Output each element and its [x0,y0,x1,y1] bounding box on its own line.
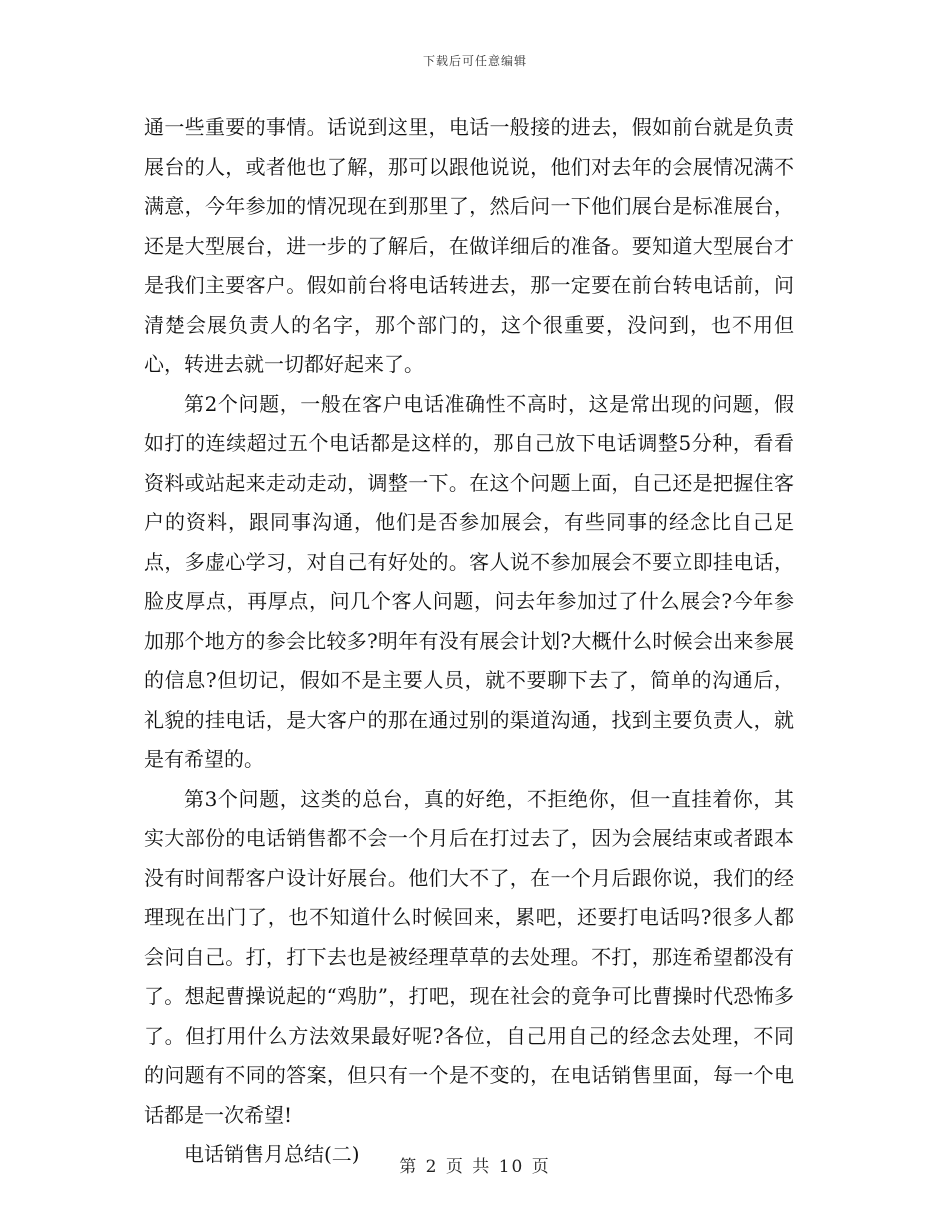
paragraph-2: 第2个问题，一般在客户电话准确性不高时，这是常出现的问题，假如打的连续超过五个电话都是这样的，那自己放下电话调整5分种，看看资料或站起来走动走动，调整一下。在这个问题上面，自己还是把握住客户的资料，跟同事沟通，他们是否参加展会，有些同事的经念比自己足点，多虚心学习，对自己有好处的。客人说不参加展会不要立即挂电话，脸皮厚点，再厚点，问几个客人问题，问去年参加过了什么展会?今年参加那个地方的参会比较多?明年有没有展会计划?大概什么时候会出来参展的信息?但切记，假如不是主要人员，就不要聊下去了，简单的沟通后，礼貌的挂电话，是大客户的那在通过别的渠道沟通，找到主要负责人，就是有希望的。 [144,391,794,771]
page-number: 第 2 页 共 10 页 [399,1157,551,1177]
page-header: 下载后可任意编辑 [422,54,527,68]
paragraph-1: 通一些重要的事情。话说到这里，电话一般接的进去，假如前台就是负责展台的人，或者他也了解，那可以跟他说说，他们对去年的会展情况满不满意，今年参加的情况现在到那里了，然后问一下他们展台是标准展台，还是大型展台，进一步的了解后，在做详细后的准备。要知道大型展台才是我们主要客户。假如前台将电话转进去，那一定要在前台转电话前，问清楚会展负责人的名字，那个部门的，这个很重要，没问到，也不用但心，转进去就一切都好起来了。 [144,115,794,376]
section-heading: 电话销售月总结(二) [184,1142,360,1166]
paragraph-3: 第3个问题，这类的总台，真的好绝，不拒绝你，但一直挂着你，其实大部份的电话销售都不会一个月后在打过去了，因为会展结束或者跟本没有时间帮客户设计好展台。他们大不了，在一个月后跟你说，我们的经理现在出门了，也不知道什么时候回来，累吧，还要打电话吗?很多人都会问自己。打，打下去也是被经理草草的去处理。不打，那连希望都没有了。想起曹操说起的“鸡肋”，打吧，现在社会的竟争可比曹操时代恐怖多了。但打用什么方法效果最好呢?各位，自己用自己的经念去处理，不同的问题有不同的答案，但只有一个是不变的，在电话销售里面，每一个电话都是一次希望! [144,786,794,1127]
document-body [144,108,794,1175]
